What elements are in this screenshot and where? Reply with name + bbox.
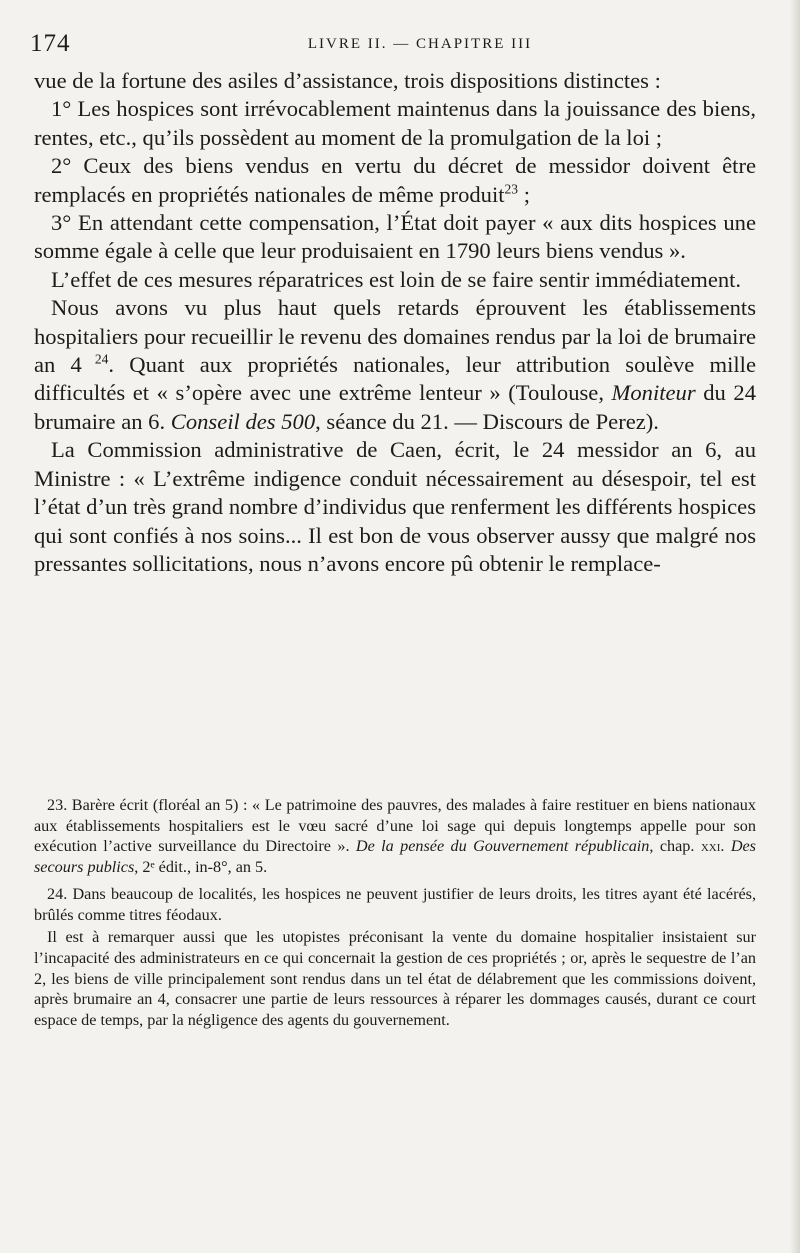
page-edge-shadow (790, 0, 800, 1253)
paragraph: 1° Les hospices sont irrévocablement maintenus dans la jouissance des biens, rentes, etc., qu’ils possèdent au moment de la promulgation de la loi ; (34, 96, 756, 150)
italic-title: Moniteur (611, 380, 696, 406)
text-run: , 2ᵉ édit., in-8°, an 5. (134, 858, 268, 877)
footnote-24-continued: Il est à remarquer aussi que les utopistes préconisant la vente du domaine hospitalier insistaient sur l’incapacité des administrateurs en ce qui concernait la gestion de ces propriétés ; or, après le sequestre de l’an 2, les biens de ville principalement sont rendus dans un tel état de délabrement que les commissions doivent, après brumaire an 4, consacrer une partie de leurs ressources à réparer les dommages causés, durant ce court espace de temps, par la négligence des agents du gouvernement. (34, 928, 756, 1030)
footnote-ref-24: 24 (81, 351, 109, 367)
italic-title: Conseil des 500 (170, 408, 316, 434)
footnote-23 (34, 795, 756, 878)
footnotes (34, 795, 756, 1031)
text-run: , chap. (649, 837, 701, 856)
page-number: 174 (30, 30, 71, 57)
text-run: Nous avons vu plus haut quels retards éprouvent les établissements hospitaliers pour recueillir le revenu des domaines rendus par la loi de brumaire an 4 (34, 295, 756, 378)
text-run: ; (518, 181, 531, 207)
chapter-numeral: xxi (700, 837, 721, 856)
italic-title: Des secours publics (34, 837, 756, 877)
paragraph (34, 294, 756, 436)
paragraph: La Commission administrative de Caen, écrit, le 24 messidor an 6, au Ministre : « L’extrême indigence conduit nécessairement au désespoir, tel est l’état d’un très grand nombre d’individus que renferment les différents hospices qui sont confiés à nos soins... Il est bon de vous observer aussy que malgré nos pressantes sollicitations, nous n’avons encore pû obtenir le remplace- (34, 437, 756, 576)
main-text (34, 67, 756, 578)
footnote-ref-23: 23 (504, 181, 519, 197)
italic-title: De la pensée du Gouvernement républicain (355, 837, 650, 856)
text-run: . Quant aux propriétés nationales, leur attribution soulève mille difficultés et « s’opère avec une extrême lenteur » (Toulouse, (34, 352, 756, 406)
text-run: . (720, 837, 731, 856)
text-run: du 24 brumaire an 6. (34, 380, 756, 434)
footnote-24: 24. Dans beaucoup de localités, les hospices ne peuvent justifier de leurs droits, les titres ayant été lacérés, brûlés comme titres féodaux. (34, 884, 756, 924)
paragraph: 3° En attendant cette compensation, l’État doit payer « aux dits hospices une somme égale à celle que leur produisaient en 1790 leurs biens vendus ». (34, 210, 756, 264)
text-run: , séance du 21. — Discours de Perez). (315, 408, 659, 434)
paragraph (34, 152, 756, 209)
text-run: 23. Barère écrit (floréal an 5) : « Le patrimoine des pauvres, des malades à faire restituer en biens nationaux aux établissements hospitaliers est le vœu sacré d’une loi sage qui depuis longtemps appelle pour son exécution l’active surveillance du Directoire ». (34, 796, 756, 856)
paragraph: L’effet de ces mesures réparatrices est loin de se faire sentir immédiatement. (51, 266, 742, 292)
text-run: 2° Ceux des biens vendus en vertu du décret de messidor doivent être remplacés en propriétés nationales de même produit (34, 153, 756, 207)
page-header (30, 30, 770, 60)
paragraph: vue de la fortune des asiles d’assistance, trois dispositions distinctes : (34, 68, 661, 93)
running-head: LIVRE II. — CHAPITRE III (307, 36, 533, 52)
